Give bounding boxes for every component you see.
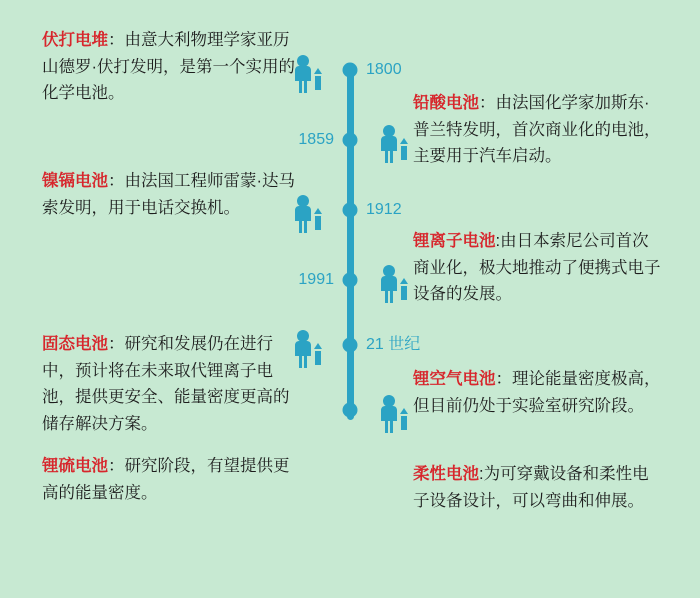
entry-title-lithium-ion-battery: 锂离子电池 [413,232,496,250]
entry-body-lithium-ion-battery: 由日本索尼公司首次商业化，极大地推动了便携式电子设备的发展。 [413,232,661,304]
entry-title-flexible-battery: 柔性电池 [413,465,479,483]
entry-sep-flexible-battery: : [479,465,484,483]
entry-lead-acid-battery [413,90,663,170]
entry-sep-lithium-ion-battery: : [495,232,501,250]
entry-sep-lead-acid-battery: ： [479,94,496,112]
entry-sep-solid-state-battery: ： [108,335,125,353]
entry-voltaic-pile [42,27,295,107]
entry-body-nicd-battery: 由法国工程师雷蒙·达马索发明，用于电话交换机。 [42,172,295,217]
entry-sep-lithium-sulfur-battery: ： [108,457,125,475]
entry-title-lead-acid-battery: 铅酸电池 [413,94,479,112]
person-icon-21century [290,329,324,369]
entry-lithium-sulfur-battery [42,453,295,506]
year-label-1800: 1800 [366,61,402,78]
entry-body-solid-state-battery: 研究和发展仍在进行中，预计将在未来取代锂离子电池，提供更安全、能量密度更高的储存解决方案。 [42,335,290,434]
entry-sep-lithium-air-battery: ： [495,370,512,388]
entry-title-solid-state-battery: 固态电池 [42,335,108,353]
entry-body-flexible-battery: 为可穿戴设备和柔性电子设备设计，可以弯曲和伸展。 [413,465,649,510]
person-icon-1912 [290,194,324,234]
timeline-axis [347,70,354,420]
timeline-node-dot-1912 [343,203,358,218]
entry-body-lithium-air-battery: 理论能量密度极高，但目前仍处于实验室研究阶段。 [413,370,661,415]
entry-body-lead-acid-battery: 由法国化学家加斯东·普兰特发明，首次商业化的电池，主要用于汽车启动。 [413,94,661,166]
entry-title-lithium-air-battery: 锂空气电池 [413,370,496,388]
entry-sep-nicd-battery: ： [108,172,125,190]
entry-title-nicd-battery: 镍镉电池 [42,172,108,190]
person-icon-1991 [376,264,410,304]
year-label-1912: 1912 [366,201,402,218]
timeline-node-dot-future [343,403,358,418]
timeline-node-dot-21century [343,338,358,353]
entry-lithium-ion-battery [413,228,663,308]
entry-title-voltaic-pile: 伏打电堆 [42,31,108,49]
year-label-21century: 21 世纪 [366,336,421,353]
entry-title-lithium-sulfur-battery: 锂硫电池 [42,457,108,475]
entry-flexible-battery [413,461,663,514]
entry-body-lithium-sulfur-battery: 研究阶段，有望提供更高的能量密度。 [42,457,290,502]
year-label-1859: 1859 [298,131,334,148]
entry-lithium-air-battery [413,366,663,419]
timeline-node-dot-1800 [343,63,358,78]
year-label-1991: 1991 [298,271,334,288]
person-icon-1859 [376,124,410,164]
entry-solid-state-battery [42,331,295,438]
entry-sep-voltaic-pile: ： [108,31,125,49]
entry-nicd-battery [42,168,295,221]
person-icon-1800 [290,54,324,94]
entry-body-voltaic-pile: 由意大利物理学家亚历山德罗·伏打发明，是第一个实用的化学电池。 [42,31,295,103]
person-icon-future [376,394,410,434]
